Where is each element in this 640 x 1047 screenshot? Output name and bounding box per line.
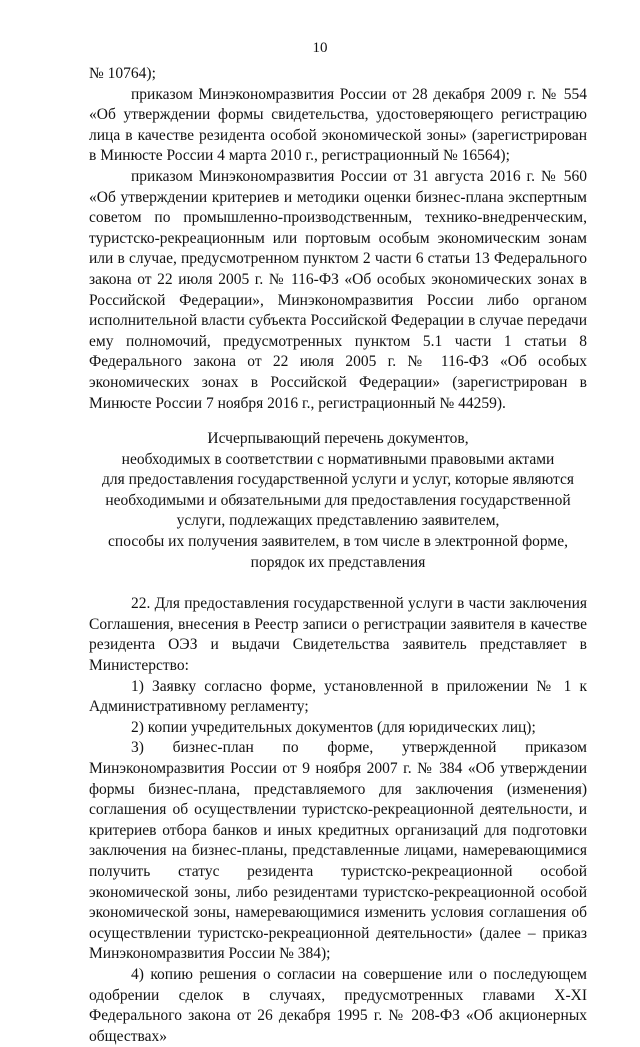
heading-line: услуги, подлежащих представлению заявителем, — [176, 512, 500, 530]
heading-line: для предоставления государственной услуги и услуг, которые являются — [101, 471, 575, 489]
heading-line: необходимыми и обязательными для предоставления государственной — [105, 491, 571, 509]
section-heading — [89, 429, 587, 573]
list-item-2: 2) копии учредительных документов (для юридических лиц); — [131, 718, 536, 736]
list-item-1: 1) Заявку согласно форме, установленной в приложении № 1 к Административному регламенту; — [89, 677, 587, 716]
paragraph-continuation: № 10764); — [89, 65, 156, 82]
paragraph-order-554: приказом Минэкономразвития России от 28 декабря 2009 г. № 554 «Об утверждении формы свидетельства, удостоверяющего регистрацию лица в качестве резидента особой экономической зоны» (зарегистрирован в Минюсте России 4 марта 2010 г., регистрационный № 16564); — [89, 85, 587, 165]
page-number: 10 — [312, 40, 328, 56]
heading-line: порядок их представления — [250, 553, 426, 571]
list-item-4: 4) копию решения о согласии на совершение или о последующем одобрении сделок в случаях, предусмотренных главами X-XI Федерального закона от 26 декабря 1995 г. № 208-ФЗ «Об акционерных обществах» — [89, 965, 587, 1045]
paragraph-item-22: 22. Для предоставления государственной услуги в части заключения Соглашения, внесения в Реестр записи о регистрации заявителя в качестве резидента ОЭЗ и выдачи Свидетельства заявитель представляет в Министерство: — [89, 595, 587, 675]
body-text — [89, 64, 587, 1047]
heading-line: Исчерпывающий перечень документов, — [207, 430, 469, 448]
list-item-3: 3) бизнес-план по форме, утвержденной приказом Минэкономразвития России от 9 ноября 2007 г. № 384 «Об утверждении формы бизнес-плана, представляемого для заключения (изменения) соглашения об осуществлении туристско-рекреационной деятельности, и критериев отбора банков и иных кредитных организаций для подготовки заключения на бизнес-планы, представленные лицами, намеревающимися получить статус резидента туристско-рекреационной особой экономической зоны, либо резидентами туристско-рекреационной особой экономической зоны, намеревающимися изменить условия соглашения об осуществлении туристско-рекреационной деятельности» (далее – приказ Минэкономразвития России № 384); — [89, 739, 587, 963]
heading-line: способы их получения заявителем, в том числе в электронной форме, — [108, 533, 568, 551]
paragraph-order-560: приказом Минэкономразвития России от 31 августа 2016 г. № 560 «Об утверждении критериев и методики оценки бизнес-плана экспертным советом по промышленно-производственным, технико-внедренческим, туристско-рекреационным или портовым особым экономическим зонам или в случае, предусмотренном пунктом 2 части 6 статьи 13 Федерального закона от 22 июля 2005 г. № 116-ФЗ «Об особых экономических зонах в Российской Федерации», Минэкономразвития России либо органом исполнительной власти субъекта Российской Федерации в случае передачи ему полномочий, предусмотренных пунктом 5.1 части 1 статьи 8 Федерального закона от 22 июля 2005 г. № 116-ФЗ «Об особых экономических зонах в Российской Федерации» (зарегистрирован в Минюсте России 7 ноября 2016 г., регистрационный № 44259). — [89, 167, 587, 412]
heading-line: необходимых в соответствии с нормативными правовыми актами — [121, 450, 555, 468]
